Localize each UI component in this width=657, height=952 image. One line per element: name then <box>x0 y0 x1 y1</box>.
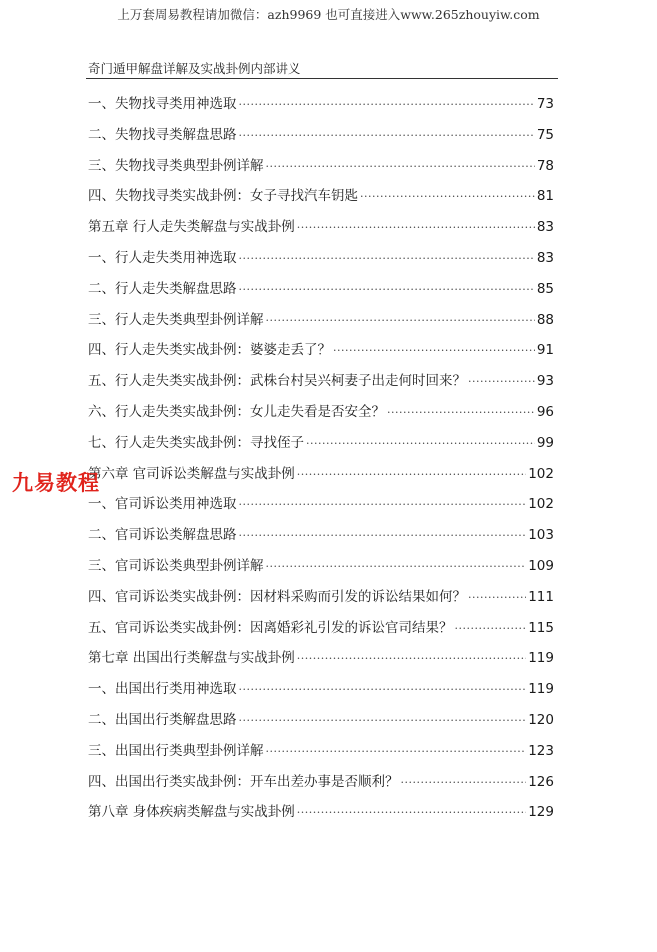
toc-entry-page: 119 <box>528 681 554 698</box>
toc-entry-page: 75 <box>536 126 554 143</box>
toc-leader-dots <box>387 398 535 428</box>
toc-entry[interactable] <box>88 520 554 551</box>
header-rule <box>86 78 558 79</box>
toc-leader-dots <box>297 213 535 243</box>
toc-entry-title: 二、失物找寻类解盘思路 <box>88 126 237 143</box>
toc-entry[interactable] <box>88 551 554 582</box>
toc-leader-dots <box>333 336 535 366</box>
toc-entry-title: 六、行人走失类实战卦例：女儿走失看是否安全？ <box>88 403 385 420</box>
toc-entry[interactable] <box>88 151 554 182</box>
toc-entry[interactable] <box>88 120 554 151</box>
toc-entry-page: 123 <box>528 742 554 759</box>
toc-entry[interactable] <box>88 767 554 798</box>
toc-entry-page: 126 <box>528 773 554 790</box>
toc-entry-title: 第七章 出国出行类解盘与实战卦例 <box>88 650 295 667</box>
toc-leader-dots <box>239 521 527 551</box>
toc-entry-page: 115 <box>528 619 554 636</box>
toc-entry-page: 73 <box>536 96 554 112</box>
toc-entry-title: 一、行人走失类用神选取 <box>88 249 237 266</box>
toc-entry[interactable] <box>88 305 554 336</box>
toc-leader-dots <box>239 706 527 736</box>
toc-leader-dots <box>266 552 527 582</box>
toc-leader-dots <box>239 244 535 274</box>
toc-leader-dots <box>360 182 535 212</box>
toc-entry[interactable] <box>88 613 554 644</box>
toc-leader-dots <box>306 429 535 459</box>
toc-entry[interactable] <box>88 489 554 520</box>
toc-entry-title: 四、出国出行类实战卦例：开车出差办事是否顺利？ <box>88 773 399 790</box>
toc-entry-page: 83 <box>536 219 554 236</box>
toc-entry[interactable] <box>88 243 554 274</box>
toc-entry-page: 99 <box>536 434 554 451</box>
toc-leader-dots <box>468 583 526 613</box>
toc-entry[interactable] <box>88 89 554 120</box>
toc-entry-title: 一、出国出行类用神选取 <box>88 681 237 698</box>
watermark-logo: 九易教程 <box>12 471 100 495</box>
toc-chapter-entry[interactable] <box>88 212 554 243</box>
toc-leader-dots <box>297 644 526 674</box>
toc-entry-title: 第五章 行人走失类解盘与实战卦例 <box>88 219 295 236</box>
toc-entry-title: 三、失物找寻类典型卦例详解 <box>88 157 264 174</box>
toc-leader-dots <box>455 614 527 644</box>
toc-entry[interactable] <box>88 397 554 428</box>
toc-leader-dots <box>297 798 526 828</box>
toc-leader-dots <box>401 768 527 798</box>
toc-entry[interactable] <box>88 736 554 767</box>
toc-entry[interactable] <box>88 582 554 613</box>
table-of-contents <box>88 89 554 828</box>
toc-entry-title: 三、出国出行类典型卦例详解 <box>88 742 264 759</box>
toc-entry-title: 二、出国出行类解盘思路 <box>88 711 237 728</box>
toc-entry[interactable] <box>88 674 554 705</box>
toc-entry[interactable] <box>88 366 554 397</box>
toc-leader-dots <box>468 367 535 397</box>
toc-entry[interactable] <box>88 274 554 305</box>
toc-entry[interactable] <box>88 181 554 212</box>
toc-entry-page: 109 <box>528 557 554 574</box>
running-header-title: 奇门遁甲解盘详解及实战卦例内部讲义 <box>88 61 301 76</box>
toc-entry[interactable] <box>88 705 554 736</box>
toc-chapter-entry[interactable] <box>88 797 554 828</box>
toc-entry-title: 第六章 官司诉讼类解盘与实战卦例 <box>88 465 295 482</box>
toc-entry-page: 78 <box>536 157 554 174</box>
toc-leader-dots <box>239 121 535 151</box>
toc-entry-title: 一、官司诉讼类用神选取 <box>88 496 237 513</box>
toc-entry-page: 91 <box>536 342 554 359</box>
toc-leader-dots <box>239 90 535 120</box>
toc-entry-page: 103 <box>528 527 554 544</box>
toc-entry-title: 四、失物找寻类实战卦例：女子寻找汽车钥匙 <box>88 188 358 205</box>
toc-leader-dots <box>266 306 535 336</box>
toc-leader-dots <box>239 275 535 305</box>
toc-leader-dots <box>239 675 527 705</box>
toc-entry-page: 119 <box>528 650 554 667</box>
toc-entry-title: 三、官司诉讼类典型卦例详解 <box>88 557 264 574</box>
toc-chapter-entry[interactable] <box>88 643 554 674</box>
toc-chapter-entry[interactable] <box>88 459 554 490</box>
toc-entry-title: 一、失物找寻类用神选取 <box>88 96 237 112</box>
toc-entry-title: 四、行人走失类实战卦例：婆婆走丢了？ <box>88 342 331 359</box>
toc-entry-page: 88 <box>536 311 554 328</box>
toc-entry-title: 三、行人走失类典型卦例详解 <box>88 311 264 328</box>
toc-leader-dots <box>297 460 526 490</box>
toc-entry[interactable] <box>88 335 554 366</box>
toc-entry-page: 102 <box>528 465 554 482</box>
toc-entry-page: 83 <box>536 249 554 266</box>
toc-entry-title: 二、官司诉讼类解盘思路 <box>88 527 237 544</box>
toc-entry-page: 81 <box>536 188 554 205</box>
toc-entry-title: 二、行人走失类解盘思路 <box>88 280 237 297</box>
toc-entry-title: 第八章 身体疾病类解盘与实战卦例 <box>88 804 295 821</box>
toc-entry-page: 85 <box>536 280 554 297</box>
top-watermark-banner: 上万套周易教程请加微信：azh9969 也可直接进入www.265zhouyiw.com <box>117 7 540 22</box>
toc-entry-title: 四、官司诉讼类实战卦例：因材料采购而引发的诉讼结果如何？ <box>88 588 466 605</box>
toc-entry-page: 129 <box>528 804 554 821</box>
toc-leader-dots <box>266 737 527 767</box>
toc-entry-title: 五、行人走失类实战卦例：武株台村吴兴柯妻子出走何时回来？ <box>88 373 466 390</box>
toc-leader-dots <box>266 152 535 182</box>
toc-entry[interactable] <box>88 428 554 459</box>
toc-leader-dots <box>239 490 527 520</box>
toc-entry-page: 96 <box>536 403 554 420</box>
toc-entry-title: 七、行人走失类实战卦例：寻找侄子 <box>88 434 304 451</box>
toc-entry-page: 120 <box>528 711 554 728</box>
toc-entry-title: 五、官司诉讼类实战卦例：因离婚彩礼引发的诉讼官司结果？ <box>88 619 453 636</box>
toc-entry-page: 93 <box>536 373 554 390</box>
toc-entry-page: 102 <box>528 496 554 513</box>
toc-entry-page: 111 <box>528 588 554 605</box>
